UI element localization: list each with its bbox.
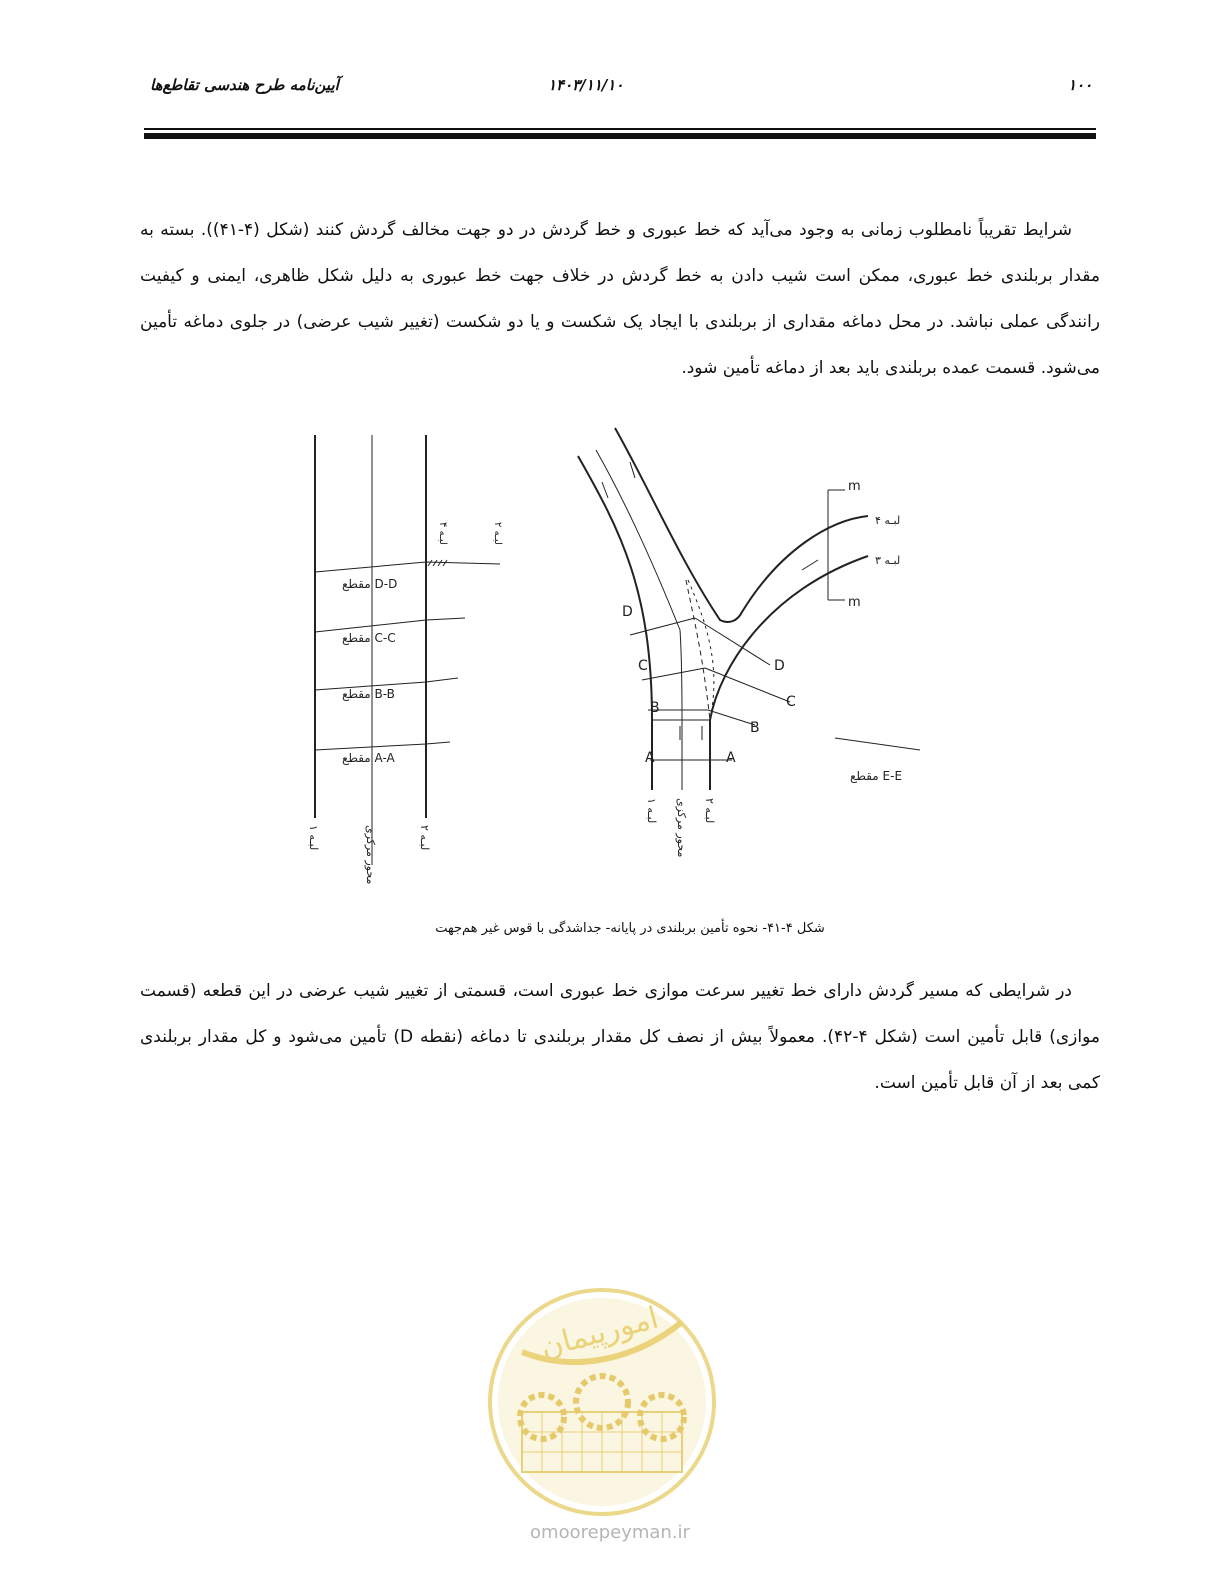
figure-caption: شکل ۴-۴۱- نحوه تأمین بربلندی در پایانه- جداشدگی با قوس غیر هم‌جهت <box>435 921 825 936</box>
header-rule-thin <box>144 128 1096 130</box>
section-e-label: مقطع E-E <box>850 769 903 783</box>
point-label-d: D <box>622 604 633 620</box>
body-paragraph-2 <box>140 968 1100 1106</box>
left-small-edge4: لبـه ۴ <box>437 522 448 545</box>
point-label-a: A <box>645 750 655 766</box>
superelevation-figure <box>290 420 950 910</box>
left-center-label: محور مرکزی <box>364 825 377 885</box>
watermark-logo-text: امورپیمان <box>536 1300 663 1366</box>
header-date: ۱۴۰۳/۱۱/۱۰ <box>548 76 624 94</box>
m-label-bottom: m <box>848 595 861 610</box>
right-center-label: محور مرکزی <box>675 798 688 858</box>
left-small-edge2: لبـه ۲ <box>492 522 503 545</box>
right-edge2-label: لبـه ۲ <box>703 798 716 824</box>
left-edge1-label: لبـه ۱ <box>307 825 320 851</box>
paragraph-text: شرایط تقریباً نامطلوب زمانی به وجود می‌آید که خط عبوری و خط گردش در دو جهت مخالف گردش کنند (شکل (۴-۴۱)). بسته به مقدار بربلندی خط عبوری، ممکن است شیب دادن به خط گردش در خلاف جهت خط عبوری به دلیل شکل ظاهری، ایمنی و کیفیت رانندگی عملی نباشد. در محل دماغه مقداری از بربلندی با ایجاد یک شکست و یا دو شکست (تغییر شیب عرضی) در جلوی دماغه تأمین می‌شود. قسمت عمده بربلندی باید بعد از دماغه تأمین شود. <box>140 220 1100 378</box>
point-label-d-right: D <box>774 658 785 674</box>
paragraph-text: در شرایطی که مسیر گردش دارای خط تغییر سرعت موازی خط عبوری است، قسمتی از تغییر شیب عرضی در این قطعه (قسمت موازی) قابل تأمین است (شکل ۴-۴۲). معمولاً بیش از نصف کل مقدار بربلندی تا دماغه (نقطه D) تأمین می‌شود و کل مقدار بربلندی کمی بعد از آن قابل تأمین است. <box>140 981 1100 1093</box>
m-label-top: m <box>848 479 861 494</box>
point-label-c: C <box>638 658 648 674</box>
section-label-a: مقطع A-A <box>342 751 395 765</box>
right-edge1-label: لبـه ۱ <box>645 798 658 824</box>
section-label-b: مقطع B-B <box>342 687 395 701</box>
page-number: ۱۰۰ <box>1068 76 1093 94</box>
section-label-d: مقطع D-D <box>342 577 398 591</box>
left-edge2-label: لبـه ۲ <box>418 825 431 851</box>
header-title: آیین‌نامه طرح هندسی تقاطع‌ها <box>150 76 339 94</box>
point-label-c-right: C <box>786 694 796 710</box>
point-label-b: B <box>650 700 660 716</box>
header-rule-thick <box>144 133 1096 139</box>
edge3-label: لبـه ۳ <box>875 554 901 567</box>
watermark-website: omoorepeyman.ir <box>530 1522 690 1543</box>
point-label-b-right: B <box>750 720 760 736</box>
section-label-c: مقطع C-C <box>342 631 396 645</box>
body-paragraph-1 <box>140 207 1100 391</box>
point-label-a-right: A <box>726 750 736 766</box>
edge4-label: لبـه ۴ <box>875 514 901 527</box>
left-panel-diagram <box>315 435 500 865</box>
